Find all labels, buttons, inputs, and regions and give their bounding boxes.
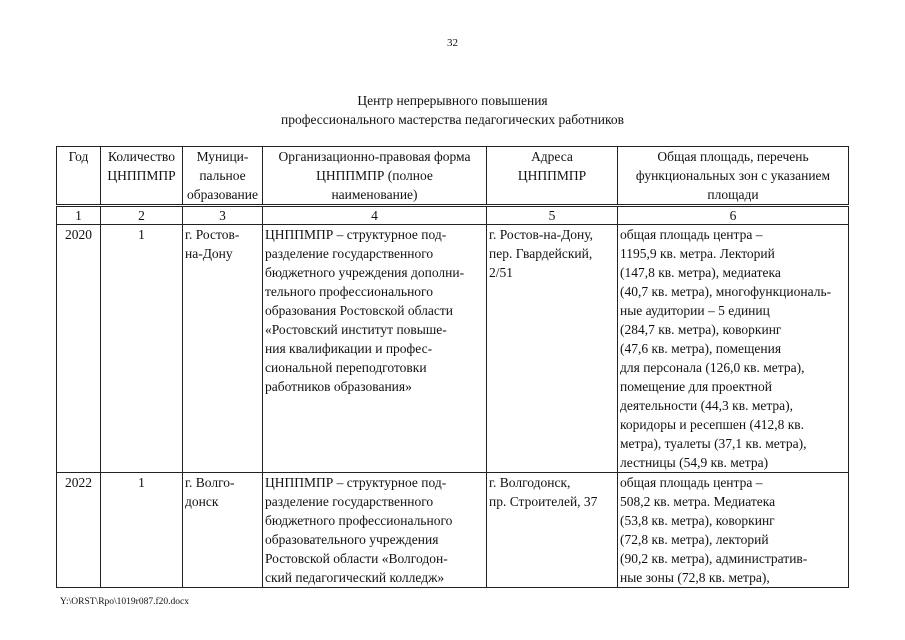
cell-count: 1: [101, 225, 183, 473]
page-number: 32: [447, 37, 458, 49]
header-address: Адреса ЦНППМПР: [487, 147, 618, 206]
table-row: [57, 473, 849, 588]
title-line-2: профессионального мастерства педагогических работников: [281, 112, 624, 127]
column-number: 3: [183, 206, 263, 225]
cell-address: г. Ростов-на-Дону, пер. Гвардейский, 2/51: [487, 225, 618, 473]
column-number: 6: [618, 206, 849, 225]
cell-municipality: г. Волго- донск: [183, 473, 263, 588]
column-number-row: [57, 206, 849, 225]
cell-year: 2022: [57, 473, 101, 588]
header-count: Количество ЦНППМПР: [101, 147, 183, 206]
centers-table: [56, 146, 849, 588]
column-number: 4: [263, 206, 487, 225]
cell-count: 1: [101, 473, 183, 588]
header-year: Год: [57, 147, 101, 206]
column-number: 2: [101, 206, 183, 225]
header-org-form: Организационно-правовая форма ЦНППМПР (полное наименование): [263, 147, 487, 206]
column-number: 1: [57, 206, 101, 225]
cell-org-form: ЦНППМПР – структурное под- разделение государственного бюджетного учреждения дополни- тельного профессионального образования Ростовской области «Ростовский институт повыше- ния квалификации и профес- сиональной переподготовки работников образования»: [263, 225, 487, 473]
header-municipality: Муници- пальное образование: [183, 147, 263, 206]
cell-org-form: ЦНППМПР – структурное под- разделение государственного бюджетного профессионального образовательного учреждения Ростовской области «Волгодон- ский педагогический колледж»: [263, 473, 487, 588]
table-header-row: [57, 147, 849, 206]
cell-area: общая площадь центра – 508,2 кв. метра. Медиатека (53,8 кв. метра), коворкинг (72,8 кв. метра), лекторий (90,2 кв. метра), административ- ные зоны (72,8 кв. метра),: [618, 473, 849, 588]
cell-area: общая площадь центра – 1195,9 кв. метра. Лекторий (147,8 кв. метра), медиатека (40,7 кв. метра), многофункциональ- ные аудитории – 5 единиц (284,7 кв. метра), коворкинг (47,6 кв. метра), помещения для персонала (126,0 кв. метра), помещение для проектной деятельности (44,3 кв. метра), коридоры и ресепшен (412,8 кв. метра), туалеты (37,1 кв. метра), лестницы (54,9 кв. метра): [618, 225, 849, 473]
table-row: [57, 225, 849, 473]
column-number: 5: [487, 206, 618, 225]
cell-year: 2020: [57, 225, 101, 473]
cell-address: г. Волгодонск, пр. Строителей, 37: [487, 473, 618, 588]
footer-file-path: Y:\ORST\Rpo\1019r087.f20.docx: [60, 597, 189, 607]
cell-municipality: г. Ростов- на-Дону: [183, 225, 263, 473]
title-line-1: Центр непрерывного повышения: [357, 93, 548, 108]
header-area: Общая площадь, перечень функциональных зон с указанием площади: [618, 147, 849, 206]
document-title: [0, 91, 905, 129]
